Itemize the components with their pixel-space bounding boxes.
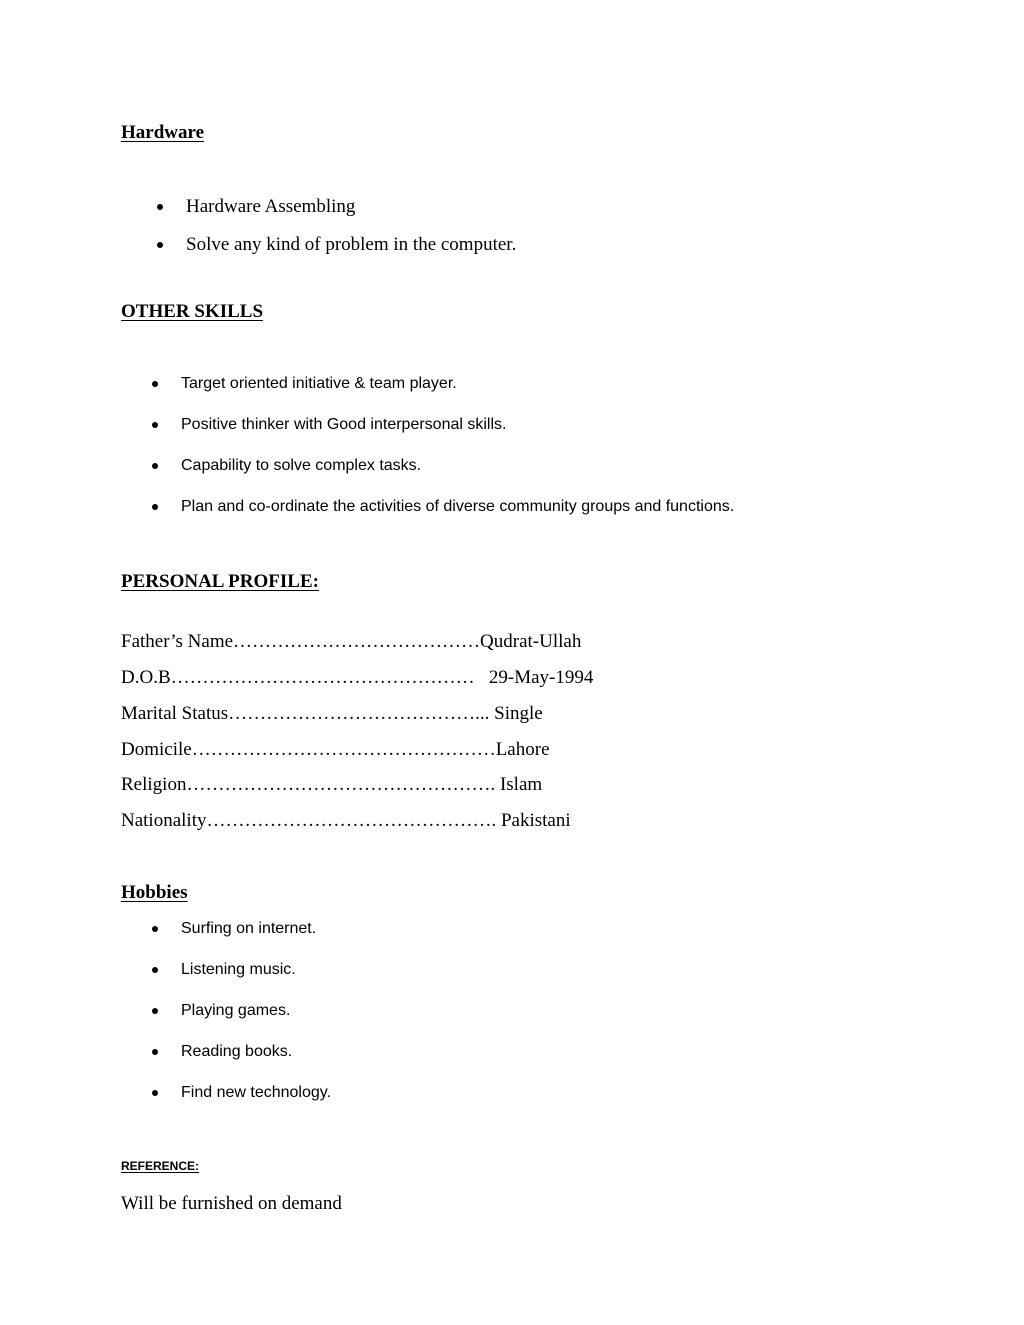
hardware-list-item xyxy=(0,235,516,254)
hobby-item-text: Listening music. xyxy=(181,961,296,978)
bullet-icon xyxy=(152,504,158,510)
bullet-icon xyxy=(152,1008,158,1014)
profile-row-fathers-name: Father’s Name…………………………………Qudrat-Ullah xyxy=(121,631,582,652)
bullet-icon xyxy=(152,1090,158,1096)
bullet-icon xyxy=(152,463,158,469)
hobby-item-text: Reading books. xyxy=(181,1043,293,1060)
bullet-icon xyxy=(157,242,163,248)
bullet-icon xyxy=(152,422,158,428)
hobby-list-item xyxy=(0,921,316,937)
skills-list-item xyxy=(0,376,457,392)
hobby-item-text: Surfing on internet. xyxy=(181,920,317,937)
bullet-icon xyxy=(152,926,158,932)
hobby-list-item xyxy=(0,1044,292,1060)
profile-row-marital-status: Marital Status…………………………………... Single xyxy=(121,703,543,724)
skills-list-item xyxy=(0,499,734,515)
reference-heading: REFERENCE: xyxy=(121,1159,200,1173)
bullet-icon xyxy=(157,204,163,210)
hobby-item-text: Playing games. xyxy=(181,1002,291,1019)
hardware-list-item xyxy=(0,197,355,216)
other-skills-heading: OTHER SKILLS xyxy=(121,301,264,322)
bullet-icon xyxy=(152,1049,158,1055)
hobby-item-text: Find new technology. xyxy=(181,1084,332,1101)
skills-item-text: Positive thinker with Good interpersonal skills. xyxy=(181,416,507,433)
profile-row-nationality: Nationality………………………………………. Pakistani xyxy=(121,810,571,831)
profile-row-domicile: Domicile…………………………………………Lahore xyxy=(121,739,550,760)
hobby-list-item xyxy=(0,1003,290,1019)
skills-list-item xyxy=(0,458,421,474)
hobby-list-item xyxy=(0,1085,331,1101)
hardware-item-text: Hardware Assembling xyxy=(186,196,356,217)
hardware-item-text: Solve any kind of problem in the computer. xyxy=(186,234,517,255)
hobbies-heading: Hobbies xyxy=(121,882,188,903)
skills-item-text: Capability to solve complex tasks. xyxy=(181,457,422,474)
personal-profile-heading: PERSONAL PROFILE: xyxy=(121,571,319,592)
skills-item-text: Plan and co-ordinate the activities of diverse community groups and functions. xyxy=(181,498,735,515)
profile-row-religion: Religion…………………………………………. Islam xyxy=(121,774,543,795)
bullet-icon xyxy=(152,967,158,973)
skills-item-text: Target oriented initiative & team player. xyxy=(181,375,457,392)
reference-text: Will be furnished on demand xyxy=(121,1193,342,1214)
profile-row-dob: D.O.B………………………………………… 29-May-1994 xyxy=(121,667,594,688)
skills-list-item xyxy=(0,417,506,433)
bullet-icon xyxy=(152,381,158,387)
hardware-heading: Hardware xyxy=(121,122,205,143)
hobby-list-item xyxy=(0,962,296,978)
